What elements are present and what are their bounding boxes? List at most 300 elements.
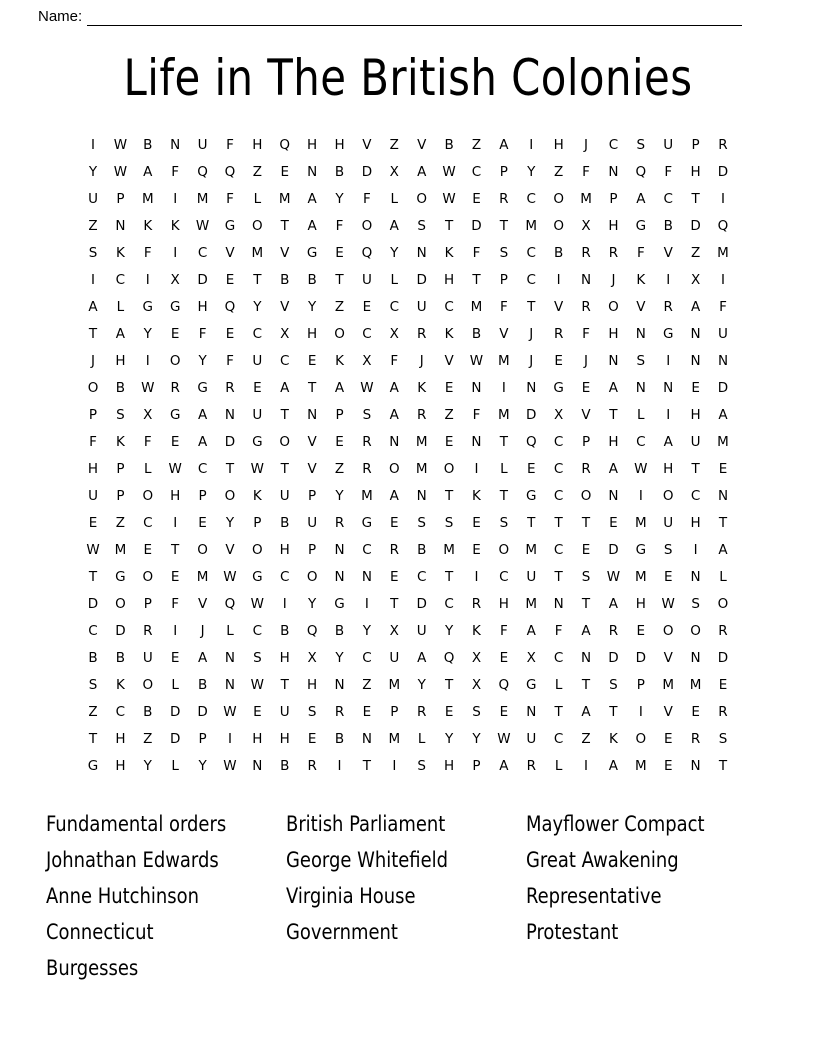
grid-cell[interactable]: M (498, 353, 510, 369)
grid-cell[interactable]: T (554, 569, 563, 585)
grid-cell[interactable]: R (663, 299, 673, 315)
grid-cell[interactable]: H (115, 731, 126, 747)
grid-cell[interactable]: L (500, 461, 508, 477)
grid-cell[interactable]: O (662, 488, 674, 504)
grid-cell[interactable]: M (196, 191, 209, 207)
grid-cell[interactable]: W (223, 704, 237, 720)
grid-cell[interactable]: E (170, 569, 180, 585)
word-list-item[interactable]: Connecticut (46, 920, 154, 944)
grid-cell[interactable]: D (416, 272, 427, 288)
grid-cell[interactable]: Z (88, 218, 98, 234)
grid-cell[interactable]: Q (498, 677, 510, 693)
grid-cell[interactable]: V (225, 245, 235, 261)
grid-cell[interactable]: A (690, 299, 701, 315)
grid-cell[interactable]: M (470, 299, 483, 315)
grid-cell[interactable]: D (169, 731, 181, 747)
grid-cell[interactable]: D (608, 542, 619, 558)
grid-cell[interactable]: M (388, 677, 401, 693)
grid-cell[interactable]: M (525, 218, 538, 234)
grid-cell[interactable]: B (197, 677, 208, 693)
grid-cell[interactable]: S (499, 245, 509, 261)
grid-cell[interactable]: Z (88, 704, 98, 720)
grid-cell[interactable]: F (226, 353, 234, 369)
grid-cell[interactable]: Z (143, 731, 153, 747)
grid-cell[interactable]: R (417, 407, 427, 423)
grid-cell[interactable]: D (471, 218, 482, 234)
grid-cell[interactable]: D (87, 596, 99, 612)
grid-cell[interactable]: A (197, 434, 208, 450)
grid-cell[interactable]: W (442, 164, 456, 180)
grid-cell[interactable]: P (636, 677, 645, 693)
grid-cell[interactable]: L (226, 623, 234, 639)
grid-cell[interactable]: M (415, 434, 428, 450)
grid-cell[interactable]: V (636, 299, 646, 315)
grid-cell[interactable]: H (635, 596, 646, 612)
grid-cell[interactable]: V (663, 245, 673, 261)
grid-cell[interactable]: O (334, 326, 345, 342)
grid-cell[interactable]: T (527, 515, 536, 531)
grid-cell[interactable]: N (361, 731, 372, 747)
grid-cell[interactable]: T (88, 326, 98, 342)
grid-cell[interactable]: R (553, 326, 564, 342)
grid-cell[interactable]: A (581, 704, 591, 720)
grid-cell[interactable]: Q (224, 596, 236, 612)
grid-cell[interactable]: Y (143, 326, 152, 342)
grid-cell[interactable]: O (224, 488, 236, 504)
grid-cell[interactable]: A (143, 164, 153, 180)
grid-cell[interactable]: C (636, 434, 646, 450)
grid-cell[interactable]: C (197, 245, 208, 261)
grid-cell[interactable]: Q (279, 137, 291, 153)
grid-cell[interactable]: N (580, 650, 592, 666)
grid-cell[interactable]: L (171, 758, 179, 774)
grid-cell[interactable]: V (362, 137, 372, 153)
grid-cell[interactable]: J (584, 353, 589, 369)
grid-cell[interactable]: P (691, 137, 700, 153)
grid-cell[interactable]: X (690, 272, 701, 288)
grid-cell[interactable]: X (143, 407, 153, 423)
grid-cell[interactable]: E (609, 515, 618, 531)
grid-cell[interactable]: H (279, 731, 290, 747)
grid-cell[interactable]: K (115, 245, 125, 261)
grid-cell[interactable]: I (91, 137, 95, 153)
grid-cell[interactable]: Y (362, 623, 372, 639)
grid-cell[interactable]: A (389, 218, 399, 234)
grid-cell[interactable]: W (168, 461, 182, 477)
grid-cell[interactable]: R (143, 623, 153, 639)
grid-cell[interactable]: B (554, 245, 564, 261)
grid-cell[interactable]: U (197, 137, 208, 153)
grid-cell[interactable]: B (280, 272, 290, 288)
grid-cell[interactable]: P (499, 272, 508, 288)
grid-cell[interactable]: R (718, 623, 728, 639)
grid-cell[interactable]: M (525, 596, 538, 612)
grid-cell[interactable]: O (252, 218, 263, 234)
grid-cell[interactable]: C (471, 164, 482, 180)
grid-cell[interactable]: U (88, 488, 98, 504)
grid-cell[interactable]: F (472, 407, 481, 423)
grid-cell[interactable]: G (252, 569, 263, 585)
grid-cell[interactable]: P (335, 407, 344, 423)
grid-cell[interactable]: F (363, 191, 371, 207)
grid-cell[interactable]: N (389, 434, 400, 450)
grid-cell[interactable]: I (529, 137, 534, 153)
grid-cell[interactable]: A (88, 299, 98, 315)
grid-cell[interactable]: E (691, 704, 700, 720)
grid-cell[interactable]: H (170, 488, 181, 504)
grid-cell[interactable]: E (390, 569, 399, 585)
grid-cell[interactable]: B (115, 380, 126, 396)
grid-cell[interactable]: Y (308, 596, 317, 612)
grid-cell[interactable]: N (690, 650, 701, 666)
grid-cell[interactable]: B (334, 623, 345, 639)
grid-cell[interactable]: A (334, 380, 345, 396)
grid-cell[interactable]: A (417, 164, 427, 180)
grid-cell[interactable]: A (307, 218, 317, 234)
grid-cell[interactable]: E (663, 731, 673, 747)
grid-cell[interactable]: O (388, 461, 400, 477)
grid-cell[interactable]: C (608, 137, 619, 153)
grid-cell[interactable]: H (252, 137, 263, 153)
grid-cell[interactable]: I (638, 488, 643, 504)
grid-cell[interactable]: N (690, 758, 701, 774)
grid-cell[interactable]: J (419, 353, 424, 369)
grid-cell[interactable]: O (142, 569, 154, 585)
grid-cell[interactable]: D (115, 623, 126, 639)
grid-cell[interactable]: P (609, 191, 618, 207)
grid-cell[interactable]: F (89, 434, 97, 450)
grid-cell[interactable]: O (635, 731, 647, 747)
grid-cell[interactable]: P (143, 596, 152, 612)
grid-cell[interactable]: K (115, 434, 125, 450)
grid-cell[interactable]: L (417, 731, 426, 747)
grid-cell[interactable]: M (634, 758, 647, 774)
grid-cell[interactable]: F (335, 218, 344, 234)
grid-cell[interactable]: N (717, 488, 729, 504)
grid-cell[interactable]: C (553, 434, 564, 450)
grid-cell[interactable]: O (608, 299, 619, 315)
grid-cell[interactable]: U (361, 272, 372, 288)
grid-cell[interactable]: J (584, 137, 589, 153)
grid-cell[interactable]: H (498, 596, 509, 612)
grid-cell[interactable]: I (666, 272, 671, 288)
grid-cell[interactable]: E (636, 623, 646, 639)
grid-cell[interactable]: T (554, 515, 563, 531)
grid-cell[interactable]: H (307, 137, 318, 153)
grid-cell[interactable]: M (278, 191, 291, 207)
word-list-item[interactable]: George Whitefield (286, 848, 449, 872)
grid-cell[interactable]: K (472, 488, 481, 504)
grid-cell[interactable]: E (225, 272, 235, 288)
grid-cell[interactable]: O (553, 218, 564, 234)
grid-cell[interactable]: B (334, 731, 345, 747)
grid-cell[interactable]: N (471, 380, 482, 396)
grid-cell[interactable]: Y (527, 164, 536, 180)
grid-cell[interactable]: T (280, 461, 289, 477)
grid-cell[interactable]: Z (690, 245, 701, 261)
grid-cell[interactable]: R (499, 191, 509, 207)
grid-cell[interactable]: G (361, 515, 373, 531)
grid-cell[interactable]: X (554, 407, 564, 423)
grid-cell[interactable]: B (280, 623, 290, 639)
grid-cell[interactable]: W (141, 380, 155, 396)
grid-cell[interactable]: W (113, 137, 128, 153)
grid-cell[interactable]: N (471, 434, 482, 450)
grid-cell[interactable]: Q (224, 164, 236, 180)
grid-cell[interactable]: E (718, 461, 728, 477)
grid-cell[interactable]: M (361, 488, 373, 504)
grid-cell[interactable]: T (171, 542, 180, 558)
grid-cell[interactable]: E (88, 515, 98, 531)
grid-cell[interactable]: V (280, 245, 290, 261)
grid-cell[interactable]: D (197, 272, 208, 288)
grid-cell[interactable]: O (416, 191, 428, 207)
grid-cell[interactable]: A (608, 461, 619, 477)
grid-cell[interactable]: R (334, 704, 345, 720)
grid-cell[interactable]: P (308, 488, 317, 504)
grid-cell[interactable]: R (417, 704, 427, 720)
grid-cell[interactable]: N (115, 218, 126, 234)
grid-cell[interactable]: N (608, 164, 619, 180)
grid-cell[interactable]: Y (143, 758, 152, 774)
grid-cell[interactable]: D (717, 380, 729, 396)
grid-cell[interactable]: B (115, 650, 126, 666)
grid-cell[interactable]: G (169, 299, 181, 315)
grid-cell[interactable]: T (581, 596, 591, 612)
grid-cell[interactable]: P (116, 488, 125, 504)
grid-cell[interactable]: Y (472, 731, 481, 747)
grid-cell[interactable]: A (197, 650, 208, 666)
grid-cell[interactable]: B (417, 542, 427, 558)
grid-cell[interactable]: E (170, 650, 180, 666)
grid-cell[interactable]: I (474, 461, 479, 477)
grid-cell[interactable]: K (115, 677, 125, 693)
grid-cell[interactable]: I (693, 542, 698, 558)
grid-cell[interactable]: Q (361, 245, 373, 261)
grid-cell[interactable]: C (444, 299, 454, 315)
grid-cell[interactable]: E (225, 326, 235, 342)
grid-cell[interactable]: R (608, 245, 619, 261)
grid-cell[interactable]: I (501, 380, 506, 396)
grid-cell[interactable]: W (195, 218, 210, 234)
grid-cell[interactable]: E (472, 515, 481, 531)
grid-cell[interactable]: R (471, 596, 482, 612)
grid-cell[interactable]: L (554, 758, 563, 774)
grid-cell[interactable]: Y (335, 488, 344, 504)
grid-cell[interactable]: A (389, 488, 399, 504)
grid-cell[interactable]: R (608, 623, 619, 639)
grid-cell[interactable]: C (389, 299, 400, 315)
grid-cell[interactable]: C (499, 569, 509, 585)
grid-cell[interactable]: I (173, 623, 178, 639)
grid-cell[interactable]: Y (335, 650, 344, 666)
grid-cell[interactable]: X (362, 353, 372, 369)
grid-cell[interactable]: I (337, 758, 342, 774)
grid-cell[interactable]: R (581, 461, 591, 477)
grid-cell[interactable]: N (526, 704, 537, 720)
grid-cell[interactable]: H (553, 137, 564, 153)
grid-cell[interactable]: M (415, 461, 428, 477)
grid-cell[interactable]: V (417, 137, 427, 153)
grid-cell[interactable]: H (334, 137, 345, 153)
grid-cell[interactable]: V (307, 461, 317, 477)
grid-cell[interactable]: L (171, 677, 179, 693)
word-search-grid[interactable] (79, 132, 736, 780)
grid-cell[interactable]: E (472, 191, 481, 207)
grid-cell[interactable]: L (637, 407, 645, 423)
grid-cell[interactable]: S (499, 515, 509, 531)
grid-cell[interactable]: W (442, 191, 456, 207)
grid-cell[interactable]: B (280, 515, 290, 531)
grid-cell[interactable]: E (581, 380, 591, 396)
grid-cell[interactable]: N (307, 407, 318, 423)
grid-cell[interactable]: O (169, 353, 181, 369)
grid-cell[interactable]: C (362, 326, 372, 342)
grid-cell[interactable]: A (608, 758, 619, 774)
grid-cell[interactable]: X (526, 650, 536, 666)
grid-cell[interactable]: E (307, 731, 317, 747)
grid-cell[interactable]: F (390, 353, 399, 369)
grid-cell[interactable]: O (279, 434, 291, 450)
grid-cell[interactable]: T (718, 515, 728, 531)
grid-cell[interactable]: S (609, 677, 618, 693)
grid-cell[interactable]: K (252, 488, 262, 504)
grid-cell[interactable]: P (581, 434, 591, 450)
grid-cell[interactable]: R (581, 245, 591, 261)
grid-cell[interactable]: S (663, 542, 673, 558)
grid-cell[interactable]: W (250, 461, 265, 477)
grid-cell[interactable]: G (87, 758, 99, 774)
grid-cell[interactable]: O (197, 542, 208, 558)
grid-cell[interactable]: O (717, 596, 729, 612)
grid-cell[interactable]: J (529, 353, 534, 369)
grid-cell[interactable]: F (171, 596, 180, 612)
grid-cell[interactable]: C (362, 542, 372, 558)
grid-cell[interactable]: Y (198, 758, 207, 774)
grid-cell[interactable]: M (689, 677, 702, 693)
grid-cell[interactable]: E (554, 353, 563, 369)
grid-cell[interactable]: V (499, 326, 509, 342)
grid-cell[interactable]: E (307, 353, 317, 369)
grid-cell[interactable]: M (717, 434, 729, 450)
grid-cell[interactable]: Z (334, 299, 345, 315)
grid-cell[interactable]: W (223, 569, 237, 585)
grid-cell[interactable]: Z (581, 731, 591, 747)
grid-cell[interactable]: I (638, 704, 643, 720)
grid-cell[interactable]: C (197, 461, 208, 477)
grid-cell[interactable]: K (472, 623, 481, 639)
grid-cell[interactable]: E (280, 164, 289, 180)
grid-cell[interactable]: A (499, 137, 509, 153)
grid-cell[interactable]: G (197, 380, 208, 396)
grid-cell[interactable]: N (690, 326, 701, 342)
grid-cell[interactable]: E (526, 461, 536, 477)
word-list-item[interactable]: Representative (526, 884, 662, 908)
grid-cell[interactable]: O (498, 542, 510, 558)
grid-cell[interactable]: C (280, 353, 290, 369)
grid-cell[interactable]: W (606, 569, 621, 585)
grid-cell[interactable]: F (582, 326, 590, 342)
grid-cell[interactable]: D (169, 704, 181, 720)
grid-cell[interactable]: R (526, 758, 536, 774)
grid-cell[interactable]: X (307, 650, 317, 666)
grid-cell[interactable]: R (718, 137, 728, 153)
grid-cell[interactable]: S (691, 596, 700, 612)
grid-cell[interactable]: F (636, 245, 645, 261)
grid-cell[interactable]: E (663, 569, 673, 585)
grid-cell[interactable]: C (115, 704, 126, 720)
grid-cell[interactable]: D (416, 596, 427, 612)
grid-cell[interactable]: Z (252, 164, 262, 180)
grid-cell[interactable]: H (690, 407, 701, 423)
grid-cell[interactable]: G (526, 488, 537, 504)
grid-cell[interactable]: X (581, 218, 591, 234)
grid-cell[interactable]: N (334, 677, 345, 693)
grid-cell[interactable]: U (690, 434, 701, 450)
grid-cell[interactable]: T (718, 758, 728, 774)
grid-cell[interactable]: F (664, 164, 673, 180)
grid-cell[interactable]: G (142, 299, 154, 315)
grid-cell[interactable]: I (145, 353, 150, 369)
grid-cell[interactable]: G (662, 326, 674, 342)
grid-cell[interactable]: C (280, 569, 290, 585)
grid-cell[interactable]: N (608, 353, 619, 369)
grid-cell[interactable]: E (170, 326, 180, 342)
grid-cell[interactable]: E (472, 542, 481, 558)
grid-cell[interactable]: T (609, 407, 618, 423)
grid-cell[interactable]: X (471, 650, 482, 666)
grid-cell[interactable]: N (224, 407, 236, 423)
grid-cell[interactable]: M (251, 245, 264, 261)
word-list-item[interactable]: Virginia House (286, 884, 416, 908)
grid-cell[interactable]: E (170, 434, 180, 450)
grid-cell[interactable]: C (526, 245, 536, 261)
grid-cell[interactable]: M (443, 542, 455, 558)
grid-cell[interactable]: P (198, 488, 207, 504)
grid-cell[interactable]: E (444, 704, 454, 720)
name-input-line[interactable] (87, 11, 742, 26)
grid-cell[interactable]: I (364, 596, 369, 612)
grid-cell[interactable]: H (608, 326, 619, 342)
grid-cell[interactable]: T (88, 731, 98, 747)
grid-cell[interactable]: Y (417, 677, 426, 693)
grid-cell[interactable]: S (307, 704, 317, 720)
grid-cell[interactable]: X (280, 326, 290, 342)
grid-cell[interactable]: A (718, 407, 728, 423)
grid-cell[interactable]: W (469, 353, 484, 369)
grid-cell[interactable]: C (362, 650, 372, 666)
grid-cell[interactable]: T (444, 677, 454, 693)
grid-cell[interactable]: N (307, 164, 318, 180)
grid-cell[interactable]: Q (224, 299, 236, 315)
grid-cell[interactable]: H (307, 326, 318, 342)
grid-cell[interactable]: K (444, 326, 454, 342)
grid-cell[interactable]: P (472, 758, 481, 774)
grid-cell[interactable]: K (143, 218, 153, 234)
grid-cell[interactable]: S (718, 731, 728, 747)
grid-cell[interactable]: F (499, 299, 508, 315)
grid-cell[interactable]: N (361, 569, 372, 585)
grid-cell[interactable]: N (170, 137, 181, 153)
grid-cell[interactable]: F (171, 164, 180, 180)
grid-cell[interactable]: I (474, 569, 479, 585)
grid-cell[interactable]: U (142, 650, 153, 666)
word-list-item[interactable]: Burgesses (46, 956, 139, 980)
grid-cell[interactable]: E (253, 380, 262, 396)
grid-cell[interactable]: C (690, 488, 701, 504)
grid-cell[interactable]: I (173, 245, 178, 261)
grid-cell[interactable]: A (417, 650, 427, 666)
